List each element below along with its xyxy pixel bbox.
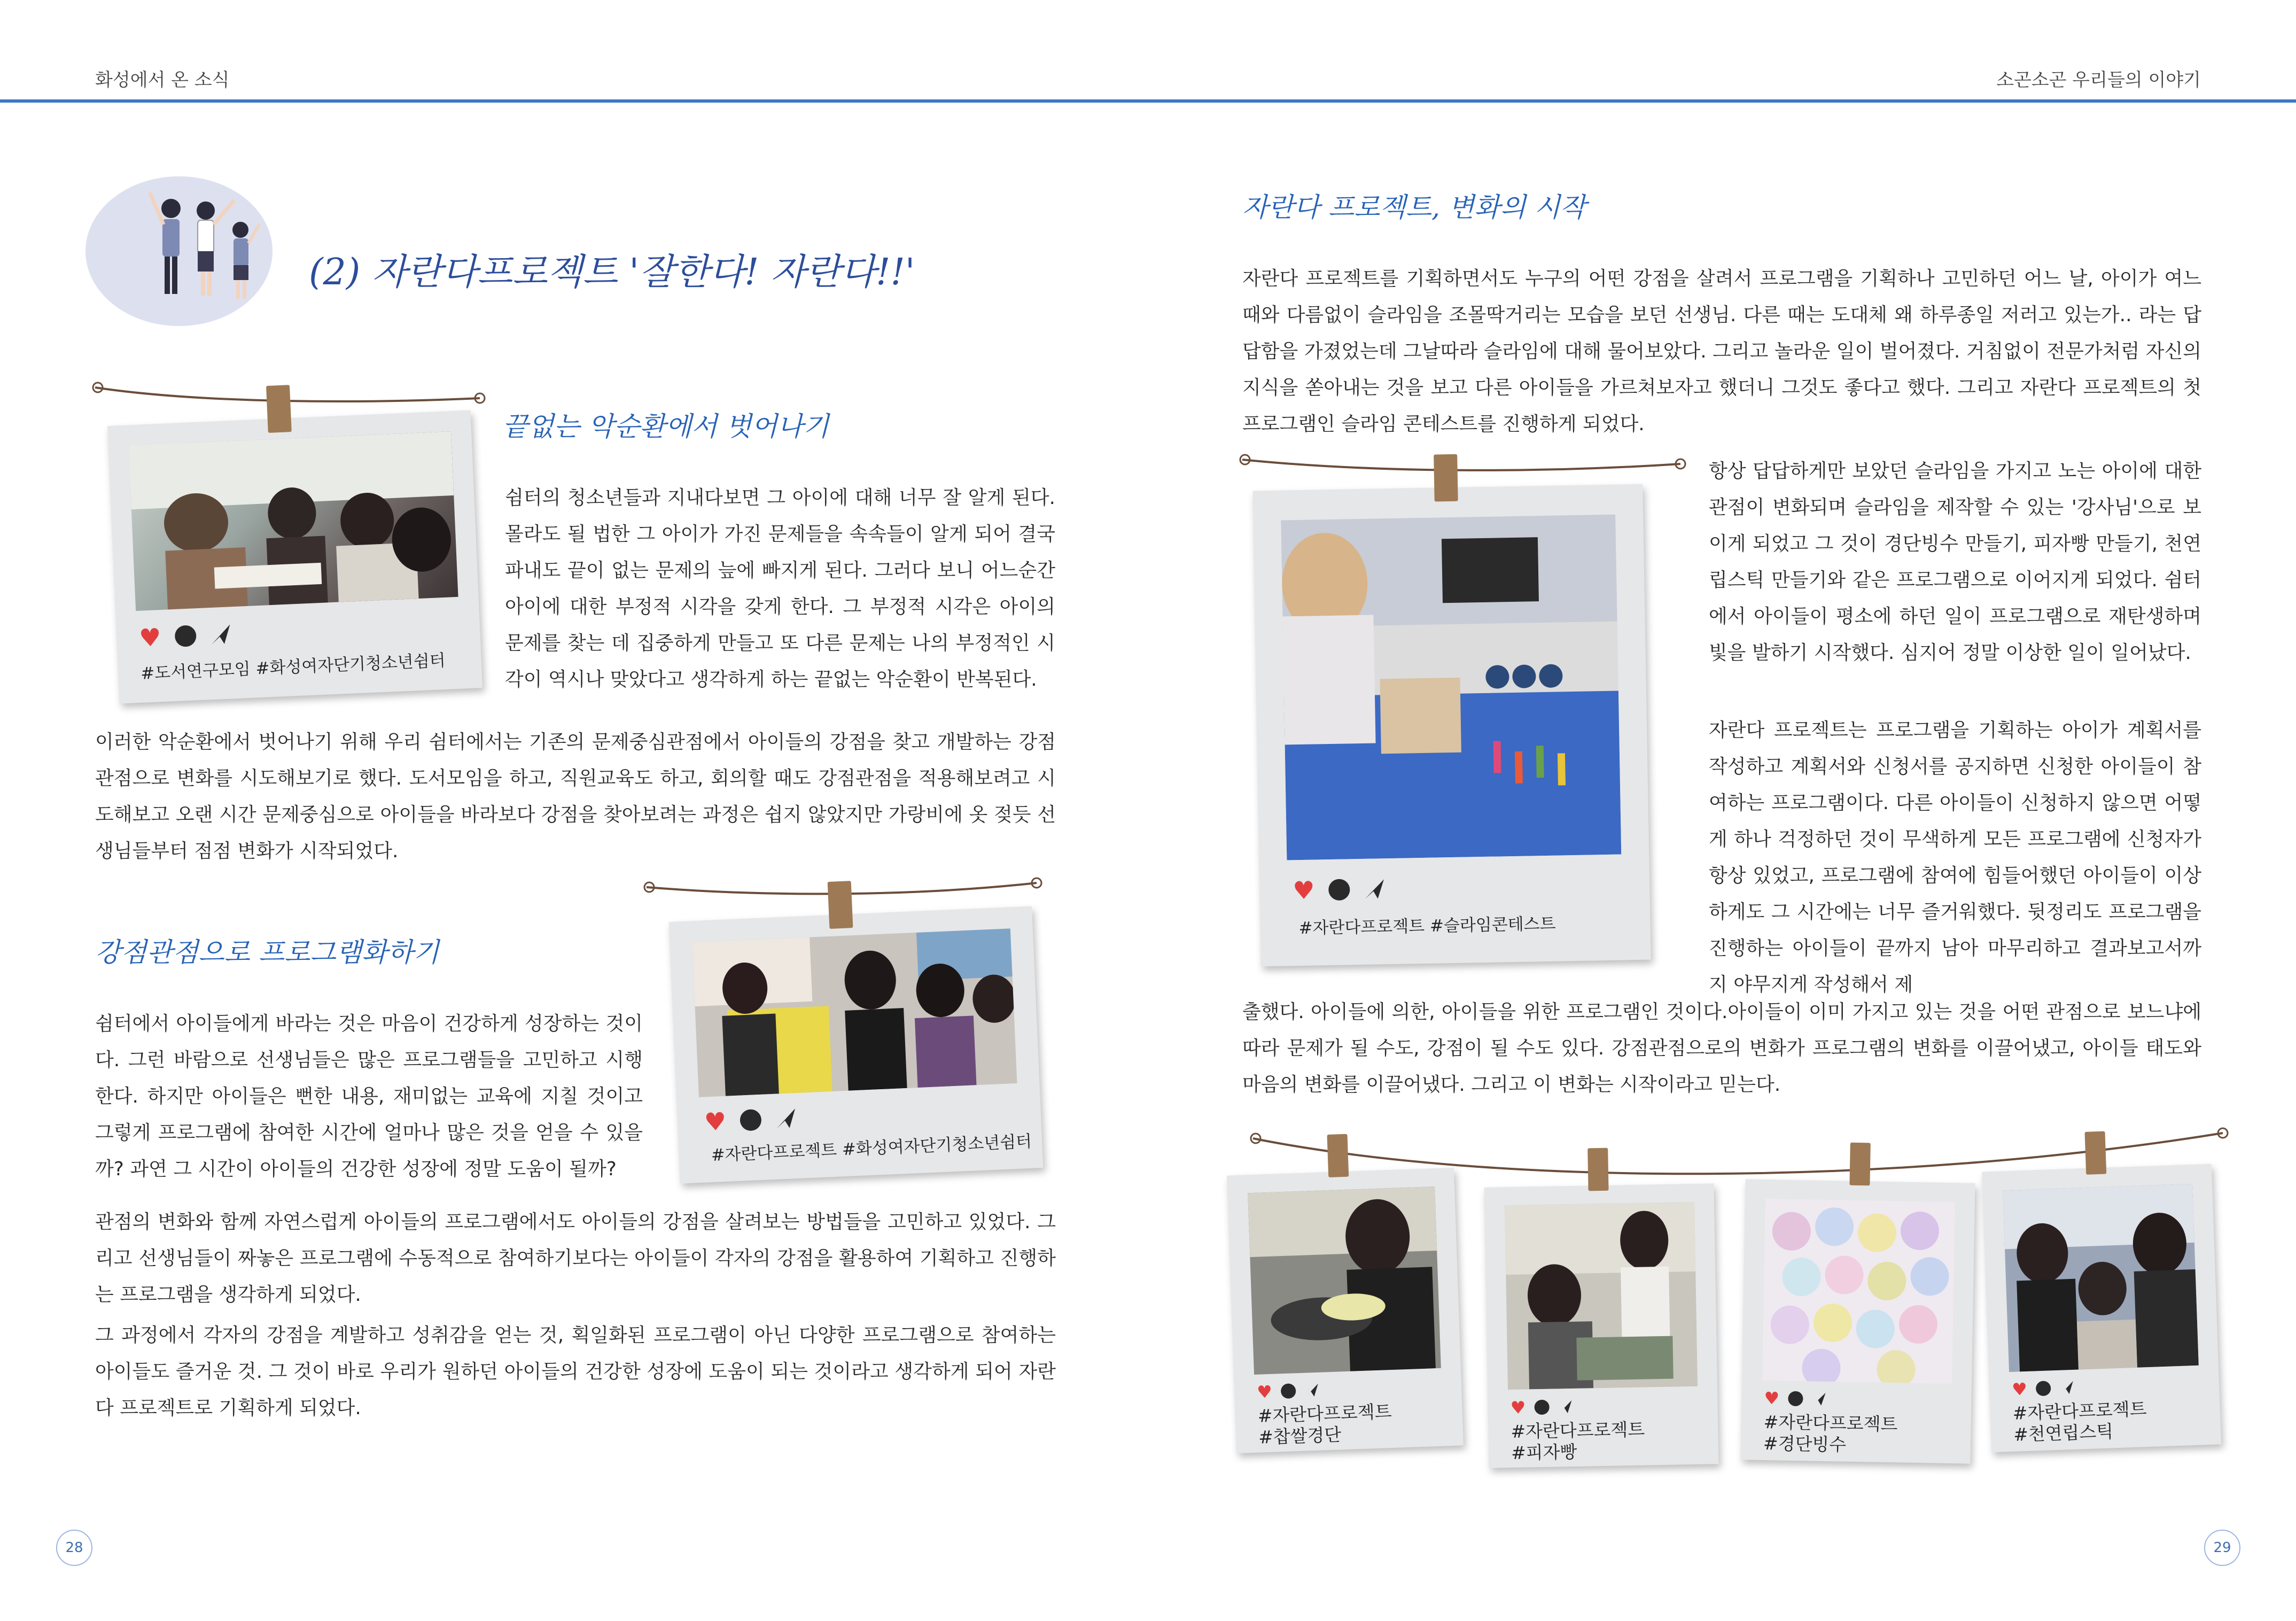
heart-icon[interactable]: ♥ [2011,1378,2028,1400]
string-line-3 [1242,454,1686,481]
send-icon[interactable] [2059,1380,2074,1395]
right-paragraph-4: 출했다. 아이들에 의한, 아이들을 위한 프로그램인 것이다.아이들이 이미 가지고 있는 것을 어떤 관점으로 보느냐에 따라 문제가 될 수도, 강점이 될 수도 있다. 강점관점으로의 변화가 프로그램의 변화를 이끌어냈고, 아이들 태도와 마음의 변화를 이끌어냈다. 그리고 이 변화는 시작이라고 믿는다. [1242,1001,2201,1096]
comment-icon[interactable] [1788,1391,1803,1406]
clothespin [828,881,853,929]
page-number-left: 28 [56,1530,92,1566]
left-paragraph-4: 그 과정에서 각자의 강점을 계발하고 성취감을 얻는 것, 획일화된 프로그램이 아닌 다양한 프로그램으로 참여하는 아이들도 즐거운 것. 그 것이 바로 우리가 원하던 아이들의 건강한 성장에 도움이 되는 것이라고 생각하게 되어 자란다 프로젝트로 기획하게 되었다. [95,1324,1056,1419]
comment-icon[interactable] [2035,1380,2051,1396]
rice-cake-scene [1248,1186,1441,1375]
left-paragraph-2: 이러한 악순환에서 벗어나기 위해 우리 쉼터에서는 기존의 문제중심관점에서 아이들의 강점을 찾고 개발하는 강점관점으로 변화를 시도해보기로 했다. 도서모임을 하고, 직원교육도 하고, 회의할 때도 강점관점을 적용해보려고 시도해보고 오랜 시간 문제중심으로 아이들을 바라보다 강점을 찾아보려는 과정은 쉽지 않았지만 가랑비에 옷 젖듯 선생님들부터 점점 변화가 시작되었다. [95,731,1056,862]
send-icon[interactable] [1304,1383,1319,1398]
sub2-paragraph: 쉼터에서 아이들에게 바라는 것은 마음이 건강하게 성장하는 것이다. 그런 바람으로 선생님들은 많은 프로그램들을 고민하고 시행한다. 하지만 아이들은 뻔한 내용, 재미없는 교육에 지칠 것이고 그렇게 프로그램에 참여한 시간에 얼마나 많은 것을 얻을 수 있을까? 과연 그 시간이 아이들의 건강한 성장에 정말 도움이 될까? [95,1013,643,1180]
header-right: 소곤소곤 우리들의 이야기 [1996,69,2201,91]
pizza-bread-scene [1505,1202,1698,1390]
send-icon[interactable] [775,1107,797,1130]
photo-pizza-bread [1505,1202,1698,1390]
sub1-title: 끝없는 악순환에서 벗어나기 [502,411,829,442]
photo-slime-contest [1281,515,1621,860]
small-photo-frame-1 [1227,1168,1464,1454]
book-club-scene [129,431,458,611]
photo-natural-lipstick [2003,1184,2199,1372]
section-illustration [75,166,289,326]
small1-caption-line1: #자란다프로젝트 [1257,1401,1392,1426]
natural-lipstick-scene [2003,1184,2199,1372]
sub2-title: 강점관점으로 프로그램화하기 [95,937,439,968]
photo-rice-cake [1248,1186,1441,1375]
photo1-caption: #도서연구모임 #화성여자단기청소년쉼터 [140,650,446,684]
right-paragraph-3: 자란다 프로젝트는 프로그램을 기획하는 아이가 계획서를 작성하고 계획서와 신청서를 공지하면 신청한 아이들이 참여하는 프로그램이다. 다른 아이들이 신청하지 않으면 어떻게 하나 걱정하던 것이 무색하게 모든 프로그램에 신청자가 항상 있었고, 프로그램에 참여에 힘들어했던 아이들이 이상하게도 그 시간에는 너무 즐거워했다. 뒷정리도 프로그램을 진행하는 아이들이 끝까지 남아 마무리하고 결과보고서까지 야무지게 작성해서 제 [1709,719,2201,996]
clothespin [1587,1148,1608,1191]
section-title: (2) 자란다프로젝트 '잘한다! 자란다!!' [309,251,915,293]
heart-icon[interactable]: ♥ [1256,1381,1273,1402]
photo-dumpling-bingsu [1762,1199,1955,1384]
comment-icon[interactable] [1328,879,1350,901]
sub1-paragraph: 쉼터의 청소년들과 지내다보면 그 아이에 대해 너무 잘 알게 된다. 몰라도 될 법한 그 아이가 가진 문제들을 속속들이 알게 되어 결국 파내도 끝이 없는 문제의 늪에 빠지게 된다. 그러다 보니 어느순간 아이에 대한 부정적 시각을 갖게 한다. 그 부정적 시각은 아이의 문제를 찾는 데 집중하게 만들고 또 다른 문제는 나의 부정적인 시각이 역시나 맞았다고 생각하게 하는 끝없는 악순환이 반복된다. [505,487,1055,691]
students-illustration [75,166,289,326]
heart-icon[interactable]: ♥ [1292,875,1316,905]
slime-contest-scene [1281,515,1621,860]
photo-frame-1 [107,410,482,703]
heart-icon[interactable]: ♥ [1764,1387,1780,1409]
photo3-icons [1293,874,1386,905]
photo-program-meeting [692,928,1017,1097]
photo-book-club [129,431,458,611]
small4-caption-line2: #천연립스틱 [2013,1421,2114,1445]
small3-icons [1764,1388,1826,1409]
photo3-caption: #자란다프로젝트 #슬라임콘테스트 [1298,914,1556,939]
photo-frame-3 [1252,484,1651,967]
small1-caption-line2: #찹쌀경단 [1258,1424,1342,1448]
photo1-icons [138,619,232,653]
header-left: 화성에서 온 소식 [95,69,230,91]
small4-caption-line1: #자란다프로젝트 [2012,1398,2147,1424]
photo2-icons [704,1104,797,1137]
heart-icon[interactable]: ♥ [138,623,162,653]
sub3-title: 자란다 프로젝트, 변화의 시작 [1242,192,1586,223]
clothespin [2084,1131,2106,1175]
send-icon[interactable] [210,623,232,646]
small2-caption-line1: #자란다프로젝트 [1511,1418,1645,1442]
header-divider [0,99,2296,103]
comment-icon[interactable] [175,625,197,647]
clothespin [1849,1143,1870,1186]
photo-frame-2 [669,906,1044,1183]
page-number-right: 29 [2204,1530,2240,1566]
photo2-caption: #자란다프로젝트 #화성여자단기청소년쉼터 [710,1131,1032,1166]
comment-icon[interactable] [740,1109,762,1131]
small2-icons [1510,1397,1573,1418]
comment-icon[interactable] [1534,1400,1549,1415]
small1-icons [1257,1380,1320,1402]
small-photo-frame-3 [1740,1179,1975,1463]
clothespin [1434,454,1458,502]
left-paragraph-3: 관점의 변화와 함께 자연스럽게 아이들의 프로그램에서도 아이들의 강점을 살려보는 방법들을 고민하고 있었다. 그리고 선생님들이 짜놓은 프로그램에 수동적으로 참여하기보다는 아이들이 각자의 강점을 활용하여 기획하고 진행하는 프로그램을 생각하게 되었다. [95,1211,1056,1306]
small2-caption-line2: #피자빵 [1511,1441,1577,1463]
right-paragraph-1: 자란다 프로젝트를 기획하면서도 누구의 어떤 강점을 살려서 프로그램을 기획하나 고민하던 어느 날, 아이가 여느 때와 다름없이 슬라임을 조몰딱거리는 모습을 보던 선생님. 다른 때는 도대체 왜 하루종일 저러고 있는가.. 라는 답답함을 가졌었는데 그날따라 슬라임에 대해 물어보았다. 그리고 놀라운 일이 벌어졌다. 거침없이 전문가처럼 자신의 지식을 쏟아내는 것을 보고 다른 아이들을 가르쳐보자고 했더니 그것도 좋다고 했다. 그리고 자란다 프로젝트의 첫 프로그램인 슬라임 콘테스트를 진행하게 되었다. [1242,268,2201,435]
small-photo-frame-2 [1484,1183,1718,1468]
program-meeting-scene [692,928,1017,1097]
clothespin [1327,1134,1349,1177]
dumpling-bingsu-scene [1762,1199,1955,1384]
small4-icons [2012,1377,2075,1400]
small3-caption-line2: #경단빙수 [1763,1432,1847,1455]
heart-icon[interactable]: ♥ [1510,1397,1526,1418]
small3-caption-line1: #자란다프로젝트 [1763,1411,1898,1435]
small-photo-frame-4 [1982,1164,2221,1453]
heart-icon[interactable]: ♥ [703,1106,727,1137]
clothespin [266,385,292,433]
send-icon[interactable] [1811,1392,1826,1407]
right-paragraph-2: 항상 답답하게만 보았던 슬라임을 가지고 노는 아이에 대한 관점이 변화되며 슬라임을 제작할 수 있는 '강사님'으로 보이게 되었고 그 것이 경단빙수 만들기, 피자빵 만들기, 천연립스틱 만들기와 같은 프로그램으로 이어지게 되었다. 쉼터에서 아이들이 평소에 하던 일이 프로그램으로 재탄생하며 빛을 발하기 시작했다. 심지어 정말 이상한 일이 일어났다. [1709,460,2201,664]
send-icon[interactable] [1558,1399,1573,1414]
comment-icon[interactable] [1280,1383,1296,1399]
send-icon[interactable] [1364,878,1386,900]
